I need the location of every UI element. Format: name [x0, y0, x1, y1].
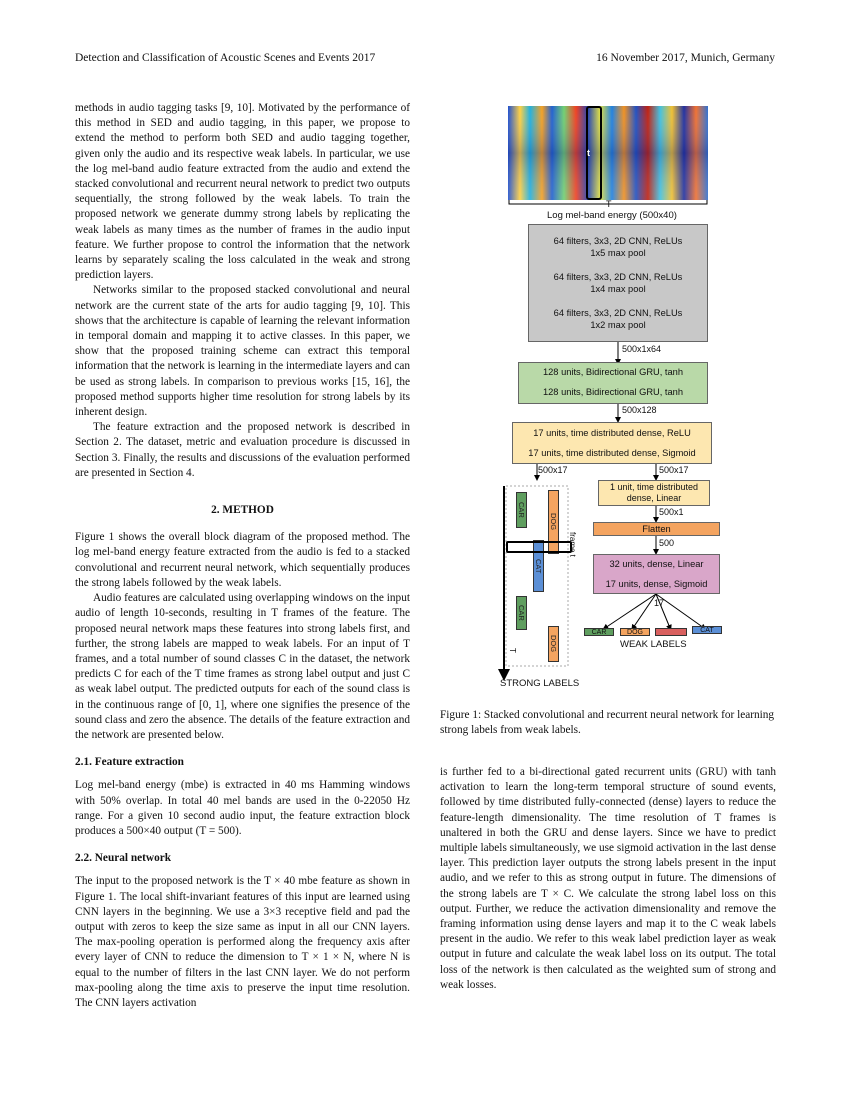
- right-column: [440, 765, 776, 993]
- strong-tag-car-2: CAR: [516, 596, 527, 630]
- strong-tag-dog-2: DOG: [548, 626, 559, 662]
- strong-tag-car-1: CAR: [516, 492, 527, 528]
- frame-t-label: frame t: [568, 532, 577, 557]
- method-paragraph-2: Audio features are calculated using overlapping windows on the input audio of length 10-seconds, resulting in T frames of the feature. The proposed neural network maps these features into strong labels first, and further, the strong labels are mapped to weak labels. For an input of T frames, and a total number of sound classes C in the dataset, the network predicts C for each of the T time frames as strong label output and just C as weak label output. The predicted outputs for each of the sound class is in the continuous range of [0, 1], where one signifies the presence of the sound class and zero the absence. The details of the feature extraction and the network are presented below.: [75, 592, 410, 741]
- dim-final-output: 17: [654, 598, 665, 608]
- header-left: Detection and Classification of Acoustic Scenes and Events 2017: [75, 52, 376, 64]
- subsection-2-2-title: 2.2. Neural network: [75, 852, 172, 865]
- weak-tag-car: CAR: [584, 628, 614, 636]
- subsection-2-1-title: 2.1. Feature extraction: [75, 756, 184, 769]
- final-dense-block: 32 units, dense, Linear 17 units, dense, Sigmoid: [593, 554, 720, 594]
- weak-tag-cat: CAT: [692, 626, 722, 634]
- strong-labels-title: STRONG LABELS: [500, 678, 580, 689]
- strong-tag-cat: CAT: [533, 540, 544, 592]
- feature-extraction-paragraph: Log mel-band energy (mbe) is extracted in 40 ms Hamming windows with 50% overlap. In total 40 mel bands are used in the 0-22050 Hz range. For a given 10 second audio input, the feature extraction block produces a 500×40 output (T = 500).: [75, 779, 410, 837]
- intro-paragraph-1: methods in audio tagging tasks [9, 10]. Motivated by the performance of this method in SED and audio tagging, in this paper, we propose to extend the method to perform both SED and audio tagging together, given only the audio and its respective weak labels. In particular, we use the log mel-band audio feature extracted from the audio and extend the stacked convolutional and recurrent neural network to predict two outputs sequentially, the strong followed by the weak labels. To train the proposed network we generate dummy strong labels by replicating the weak labels as many times as the number of frames in the audio input feature. We further propose to control the information that the network learns by separately scaling the loss calculated in the weak and strong prediction layers.: [75, 102, 410, 282]
- figure-1: [440, 100, 776, 700]
- spectrogram-frame-label: t: [587, 148, 590, 158]
- strong-tag-dog-1: DOG: [548, 490, 559, 554]
- cnn-block: 64 filters, 3x3, 2D CNN, ReLUs 1x5 max pool 64 filters, 3x3, 2D CNN, ReLUs 1x4 max pool 64 filters, 3x3, 2D CNN, ReLUs 1x2 max pool: [528, 224, 708, 342]
- intro-paragraph-2: Networks similar to the proposed stacked convolutional and neural network are the current state of the arts for audio tagging [9, 10]. This shows that the architecture is capable of learning the relevant information in temporal domain and mapping it to active classes. In this paper, we show that the proposed training scheme can extract this temporal information that the network is learning in the intermediate layers and can be used as strong labels. In comparison to previous works [15, 16], the proposed method supports higher time resolution for strong labels by its inherent design.: [75, 284, 410, 419]
- spectrogram-T-label: T: [606, 199, 612, 209]
- dim-gru-output: 500x128: [622, 405, 657, 415]
- frame-t-highlight: [506, 541, 572, 553]
- dense-block: 17 units, time distributed dense, ReLU 17 units, time distributed dense, Sigmoid: [512, 422, 712, 464]
- flatten-block: Flatten: [593, 522, 720, 536]
- neural-network-paragraph: The input to the proposed network is the T × 40 mbe feature as shown in Figure 1. The local shift-invariant features of this input are learned using CNN layers in the beginning. We use a 3×3 receptive field and pad the output with zeros to keep the size same as input in all our CNN layers. The max-pooling operation is performed along the frequency axis after every layer of CNN to reduce the dimension to T × 1 × N, where N is equal to the number of filters in the last CNN layer. We do not perform max-pooling along the time axis to preserve the input time resolution. The CNN layers activation: [75, 875, 410, 1009]
- left-column: [75, 101, 410, 1011]
- input-label: Log mel-band energy (500x40): [547, 210, 677, 221]
- header-right: 16 November 2017, Munich, Germany: [596, 52, 775, 64]
- weak-tag-dog: DOG: [620, 628, 650, 636]
- weak-tag-empty: [655, 628, 687, 636]
- td-dense-block: 1 unit, time distributed dense, Linear: [598, 480, 710, 506]
- time-axis-label: T: [508, 648, 517, 653]
- dim-strong-branch: 500x17: [538, 465, 568, 475]
- method-paragraph-1: Figure 1 shows the overall block diagram of the proposed method. The log mel-band energy feature extracted from the audio is fed to a stacked convolutional and recurrent neural network, which sequentially produces the strong labels followed by the weak labels.: [75, 531, 410, 589]
- dim-weak-branch: 500x17: [659, 465, 689, 475]
- dim-cnn-output: 500x1x64: [622, 344, 662, 354]
- section-2-title: 2. METHOD: [211, 504, 274, 517]
- figure-caption: Figure 1: Stacked convolutional and recurrent neural network for learning strong labels from weak labels.: [440, 709, 775, 736]
- dim-td-output: 500x1: [659, 507, 684, 517]
- dim-flatten-output: 500: [659, 538, 675, 548]
- network-description-paragraph: is further fed to a bi-directional gated recurrent units (GRU) with tanh activation to learn the long-term temporal structure of sound events, followed by time distributed fully-connected (dense) layers to reduce the feature-length dimensionality. The time resolution of T frames is unaltered in both the GRU and dense layers. Since we have to predict multiple labels simultaneously, we use sigmoid activation in the last dense layer. This prediction layer outputs the strong labels present in the input audio, and we refer to this as strong output in future. The dimensions of the strong labels are T × C. We calculate the strong label loss on this output. Further, we reduce the activation dimensionality and remove the framing information using dense layers and map it to the C weak labels present in the audio. We refer to this weak label prediction layer as weak output in future and calculate the weak label loss on its output. The total loss of the network is then calculated as the weighted sum of strong and weak losses.: [440, 766, 776, 991]
- weak-labels-title: WEAK LABELS: [620, 639, 687, 650]
- intro-paragraph-3: The feature extraction and the proposed network is described in Section 2. The dataset, metric and evaluation procedure is discussed in Section 3. Finally, the results and discussions of the evaluation performed are presented in Section 4.: [75, 421, 410, 479]
- gru-block: 128 units, Bidirectional GRU, tanh 128 units, Bidirectional GRU, tanh: [518, 362, 708, 404]
